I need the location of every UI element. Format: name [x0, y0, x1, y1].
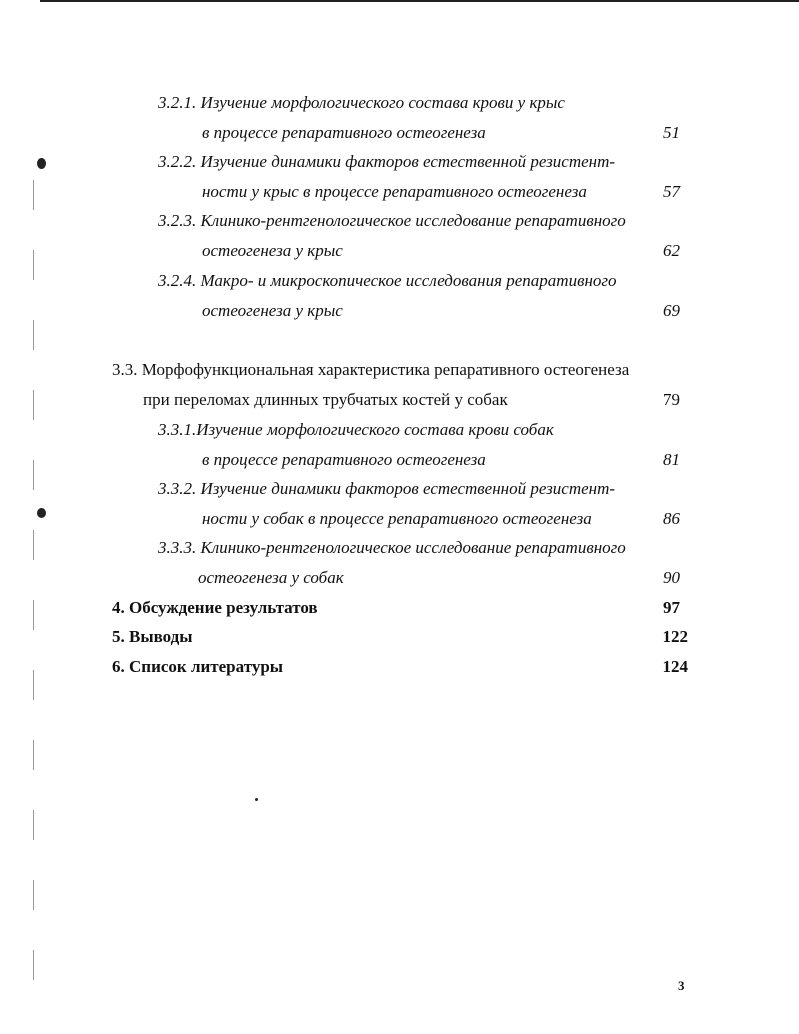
toc-page-number: 86: [663, 509, 680, 528]
toc-entry-line: в процессе репаративного остеогенеза: [202, 450, 486, 469]
top-border-line: [40, 0, 799, 2]
toc-entry-line: ности у собак в процессе репаративного остеогенеза: [202, 509, 592, 528]
toc-page-number: 69: [663, 301, 680, 320]
ink-spot: [37, 508, 46, 518]
toc-entry-line: 3.2.3. Клинико-рентгенологическое исследование репаративного: [158, 211, 626, 230]
toc-page-number: 90: [663, 568, 680, 587]
toc-entry-line: 3.2.4. Макро- и микроскопическое исследования репаративного: [158, 271, 617, 290]
toc-entry-line: 3.2.2. Изучение динамики факторов естественной резистент-: [158, 152, 616, 171]
toc-page-number: 81: [663, 450, 680, 469]
toc-entry-line: остеогенеза у крыс: [202, 301, 343, 320]
page-number: 3: [678, 978, 685, 993]
toc-entry-line: 6. Список литературы: [112, 657, 284, 676]
toc-entry-line: 4. Обсуждение результатов: [112, 598, 318, 617]
toc-page-number: 62: [663, 241, 680, 260]
toc-entry-line: 3.2.1. Изучение морфологического состава крови у крыс: [158, 93, 565, 112]
toc-entry-line: в процессе репаративного остеогенеза: [202, 123, 486, 142]
toc-page-number: 51: [663, 123, 680, 142]
toc-entry-line: остеогенеза у собак: [198, 568, 344, 587]
toc-entry-line: 3.3.3. Клинико-рентгенологическое исследование репаративного: [158, 538, 626, 557]
toc-entry-line: при переломах длинных трубчатых костей у собак: [143, 390, 508, 409]
toc-page-number: 97: [663, 598, 680, 617]
scan-edge-artifact: [33, 180, 34, 1020]
toc-entry-line: 3.3.2. Изучение динамики факторов естественной резистент-: [158, 479, 616, 498]
toc-entry-line: остеогенеза у крыс: [202, 241, 343, 260]
toc-entry-line: 3.3. Морфофункциональная характеристика репаративного остеогенеза: [112, 360, 630, 379]
ink-spot: [255, 798, 258, 801]
toc-page-number: 124: [662, 657, 688, 676]
toc-entry-line: 5. Выводы: [112, 627, 193, 646]
toc-entry-line: 3.3.1.Изучение морфологического состава крови собак: [158, 420, 554, 439]
toc-page-number: 79: [663, 390, 680, 409]
toc-entry-line: ности у крыс в процессе репаративного остеогенеза: [202, 182, 587, 201]
toc-page-number: 122: [662, 627, 688, 646]
toc-page-number: 57: [663, 182, 680, 201]
ink-spot: [37, 158, 46, 169]
